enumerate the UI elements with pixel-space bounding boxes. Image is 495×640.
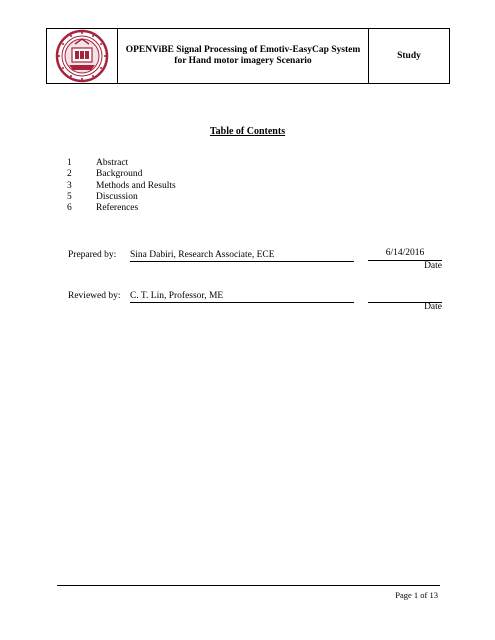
reviewed-by-name: C. T. Lin, Professor, ME — [130, 291, 354, 303]
toc-item-label: Methods and Results — [96, 180, 176, 191]
document-type: Study — [397, 51, 421, 61]
prepared-by-label: Prepared by: — [68, 250, 117, 260]
toc-list — [67, 158, 176, 214]
toc-item-label: Discussion — [96, 191, 138, 202]
prepared-by-block — [0, 248, 495, 278]
university-seal-logo — [55, 29, 109, 83]
page-number: Page 1 of 13 — [395, 590, 438, 600]
toc-item — [67, 181, 176, 192]
document-header-table — [46, 28, 450, 84]
footer-divider — [57, 585, 440, 586]
prepared-date-label: Date — [424, 261, 442, 271]
toc-item-label: Background — [96, 169, 143, 180]
reviewed-by-block — [0, 290, 495, 320]
logo-cell — [47, 29, 118, 83]
toc-item-label: Abstract — [96, 158, 129, 168]
document-title: OPENViBE Signal Processing of Emotiv-EasyCap System for Hand motor imagery Scenario — [118, 29, 369, 83]
toc-item-number: 5 — [67, 191, 72, 202]
toc-heading: Table of Contents — [209, 126, 286, 137]
reviewed-date-label: Date — [424, 302, 442, 312]
prepared-by-name: Sina Dabiri, Research Associate, ECE — [130, 250, 354, 262]
toc-item-number: 6 — [67, 203, 72, 214]
toc-item — [67, 203, 176, 214]
toc-item-number: 2 — [67, 169, 72, 180]
toc-item-number: 1 — [67, 158, 72, 168]
toc-item — [67, 192, 176, 203]
toc-item-number: 3 — [67, 180, 72, 191]
toc-item — [67, 158, 176, 169]
prepared-date: 6/14/2016 — [368, 248, 442, 261]
reviewed-by-label: Reviewed by: — [68, 291, 121, 301]
toc-item-label: References — [96, 203, 139, 214]
toc-item — [67, 169, 176, 180]
